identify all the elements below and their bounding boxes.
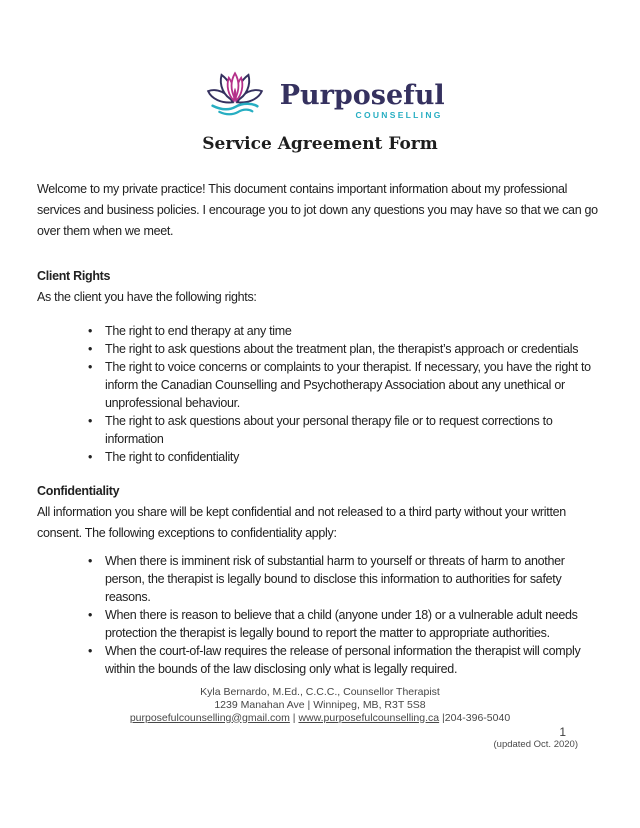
- list-item-line: When the court-of-law requires the release of personal information the therapist will comply: [105, 643, 581, 658]
- bullet-icon: •: [88, 643, 93, 658]
- bullet-icon: •: [88, 607, 93, 622]
- bullet-icon: •: [88, 553, 93, 568]
- section-heading-confidentiality: Confidentiality: [37, 483, 120, 498]
- lead-line: consent. The following exceptions to confidentiality apply:: [37, 525, 337, 540]
- logo-wordmark: [279, 80, 445, 120]
- lotus-logo-icon: [195, 71, 275, 118]
- page-footer: [0, 686, 640, 725]
- list-item-line: The right to ask questions about the treatment plan, the therapist’s approach or credentials: [105, 341, 579, 356]
- lead-line: All information you share will be kept confidential and not released to a third party without your written: [37, 504, 566, 519]
- footer-contact-line: [0, 712, 640, 725]
- list-item-line: reasons.: [105, 589, 151, 604]
- footer-separator: |: [289, 711, 299, 724]
- list-item-line: inform the Canadian Counselling and Psychotherapy Association about any unethical or: [105, 377, 565, 392]
- list-item: [37, 322, 610, 340]
- list-item: [37, 552, 610, 606]
- page-number: 1: [559, 724, 566, 739]
- bullet-icon: •: [88, 341, 93, 356]
- list-item-line: person, the therapist is legally bound to disclose this information to authorities for safety: [105, 571, 562, 586]
- confidentiality-list: [37, 552, 610, 678]
- list-item: [37, 448, 610, 466]
- bullet-icon: •: [88, 413, 93, 428]
- footer-phone: |204-396-5040: [439, 711, 511, 724]
- list-item-line: The right to voice concerns or complaints to your therapist. If necessary, you have the right to: [105, 359, 591, 374]
- bullet-icon: •: [88, 323, 93, 338]
- client-rights-lead: [37, 287, 610, 308]
- list-item-line: The right to end therapy at any time: [105, 323, 292, 338]
- list-item-line: When there is imminent risk of substantial harm to yourself or threats of harm to another: [105, 553, 565, 568]
- footer-name-line: Kyla Bernardo, M.Ed., C.C.C., Counsellor Therapist: [200, 685, 440, 698]
- list-item-line: protection the therapist is legally bound to report the matter to appropriate authorities.: [105, 625, 550, 640]
- website-link[interactable]: www.purposefulcounselling.ca: [298, 711, 440, 724]
- list-item-line: within the bounds of the law disclosing only what is legally required.: [105, 661, 458, 676]
- list-item: [37, 606, 610, 642]
- intro-line: over them when we meet.: [37, 223, 174, 238]
- bullet-icon: •: [88, 359, 93, 374]
- updated-note: (updated Oct. 2020): [493, 738, 578, 750]
- intro-line: services and business policies. I encourage you to jot down any questions you may have so that we can go: [37, 202, 598, 217]
- email-link[interactable]: purposefulcounselling@gmail.com: [129, 711, 290, 724]
- list-item-line: unprofessional behaviour.: [105, 395, 240, 410]
- list-item: [37, 412, 610, 448]
- lead-line: As the client you have the following rights:: [37, 289, 257, 304]
- list-item-line: information: [105, 431, 164, 446]
- footer-address-line: 1239 Manahan Ave | Winnipeg, MB, R3T 5S8: [214, 698, 426, 711]
- brand-name: Purposeful: [279, 80, 445, 111]
- logo-block: [0, 0, 640, 120]
- client-rights-list: [37, 322, 610, 466]
- confidentiality-lead: [37, 502, 610, 544]
- list-item: [37, 358, 610, 412]
- bullet-icon: •: [88, 449, 93, 464]
- intro-paragraph: [37, 179, 610, 242]
- section-heading-client-rights: Client Rights: [37, 268, 111, 283]
- list-item-line: When there is reason to believe that a child (anyone under 18) or a vulnerable adult needs: [105, 607, 578, 622]
- brand-subtitle: COUNSELLING: [355, 110, 443, 120]
- page-title: Service Agreement Form: [202, 133, 438, 154]
- list-item: [37, 642, 610, 678]
- intro-line: Welcome to my private practice! This document contains important information about my professional: [37, 181, 568, 196]
- list-item: [37, 340, 610, 358]
- document-body: [0, 179, 640, 678]
- list-item-line: The right to ask questions about your personal therapy file or to request corrections to: [105, 413, 553, 428]
- list-item-line: The right to confidentiality: [105, 449, 240, 464]
